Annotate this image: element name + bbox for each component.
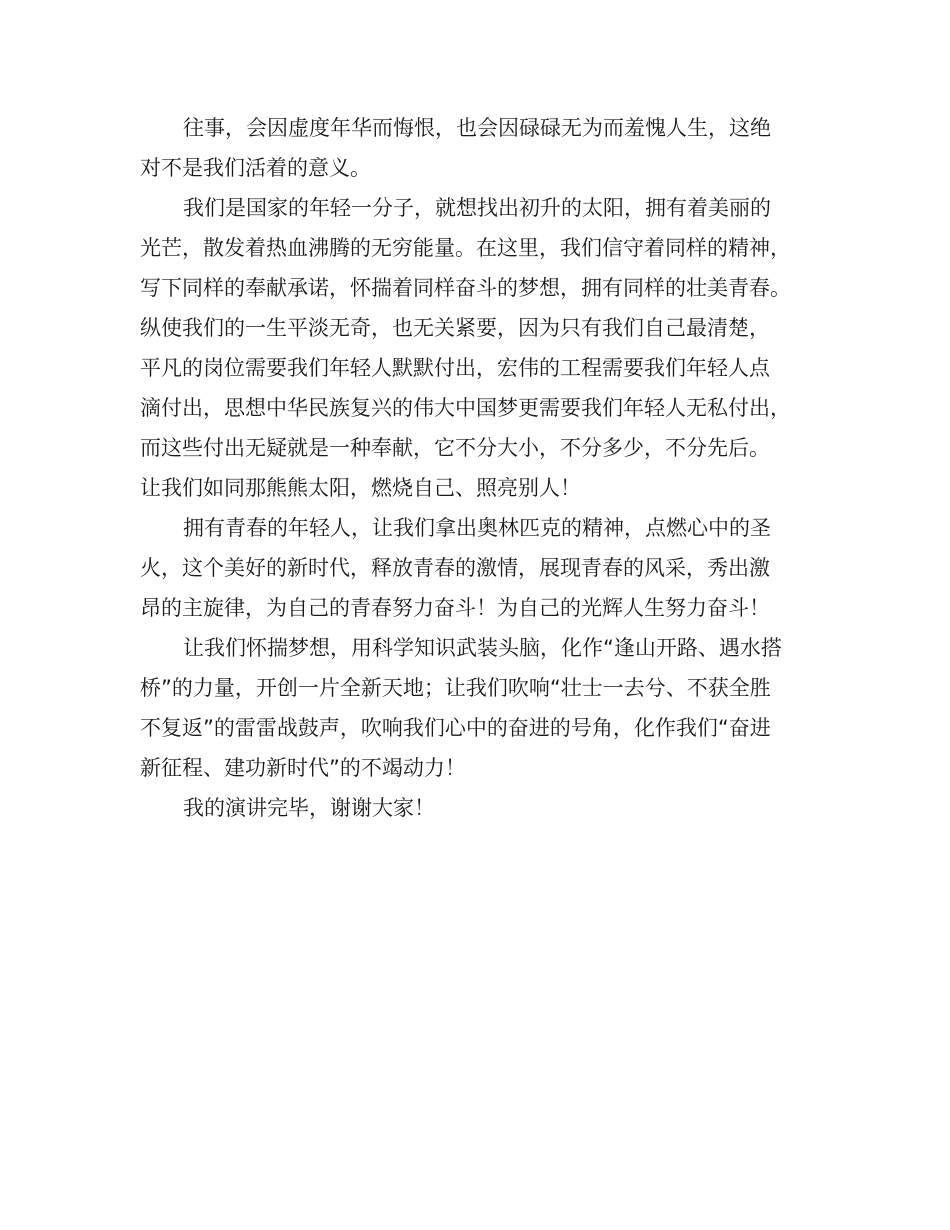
text-line: 让我们怀揣梦想，用科学知识武装头脑，化作“逢山开路、遇水搭 [183,636,782,660]
paragraph-4 [140,628,810,788]
text-line: 让我们如同那熊熊太阳，燃烧自己、照亮别人！ [140,476,581,500]
text-line: 火，这个美好的新时代，释放青春的激情，展现青春的风采，秀出激 [140,556,770,580]
text-line: 对不是我们活着的意义。 [140,156,371,180]
text-line: 滴付出，思想中华民族复兴的伟大中国梦更需要我们年轻人无私付出， [140,396,791,420]
text-line: 而这些付出无疑就是一种奉献，它不分大小，不分多少，不分先后。 [140,436,770,460]
text-line: 桥”的力量，开创一片全新天地；让我们吹响“壮士一去兮、不获全胜 [140,676,771,700]
paragraph-3 [140,508,810,628]
text-line: 写下同样的奉献承诺，怀揣着同样奋斗的梦想，拥有同样的壮美青春。 [140,276,791,300]
text-line: 拥有青春的年轻人，让我们拿出奥林匹克的精神，点燃心中的圣 [183,516,771,540]
text-line: 平凡的岗位需要我们年轻人默默付出，宏伟的工程需要我们年轻人点 [140,356,770,380]
text-line: 我的演讲完毕，谢谢大家！ [183,796,435,820]
text-line: 我们是国家的年轻一分子，就想找出初升的太阳，拥有着美丽的 [183,196,771,220]
speech-body [140,108,810,828]
text-line: 新征程、建功新时代”的不竭动力！ [140,756,466,780]
text-line: 不复返”的雷雷战鼓声，吹响我们心中的奋进的号角，化作我们“奋进 [140,716,771,740]
text-line: 昂的主旋律，为自己的青春努力奋斗！为自己的光辉人生努力奋斗！ [140,596,770,620]
paragraph-2 [140,188,810,508]
text-line: 纵使我们的一生平淡无奇，也无关紧要，因为只有我们自己最清楚， [140,316,770,340]
paragraph-1 [140,108,810,188]
text-line: 往事，会因虚度年华而悔恨，也会因碌碌无为而羞愧人生，这绝 [183,116,771,140]
paragraph-5 [140,788,810,828]
text-line: 光芒，散发着热血沸腾的无穷能量。在这里，我们信守着同样的精神， [140,236,791,260]
